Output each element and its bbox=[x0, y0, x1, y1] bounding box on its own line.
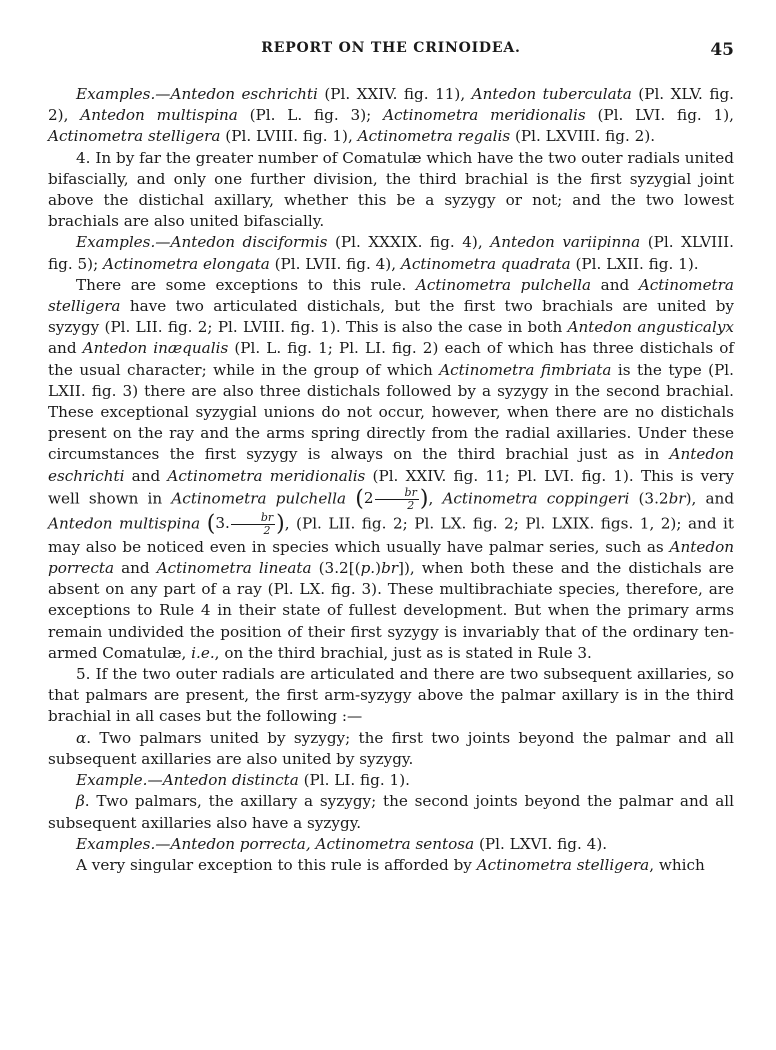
paragraph-example-alpha bbox=[48, 770, 734, 791]
text-run: (3.2[( bbox=[311, 559, 361, 578]
italic-text: Actinometra quadrata bbox=[400, 254, 571, 273]
italic-text: Actinometra fimbriata bbox=[439, 360, 612, 379]
text-run: (Pl. L. fig. 3); bbox=[237, 106, 384, 125]
text-run: , which bbox=[649, 855, 705, 874]
text-run: (Pl. LVII. fig. 4), bbox=[269, 254, 401, 273]
running-title: REPORT ON THE CRINOIDEA. bbox=[261, 40, 521, 56]
italic-text: Actinometra pulchella bbox=[415, 275, 592, 294]
paragraph-examples-beta bbox=[48, 834, 734, 855]
italic-text: Actinometra stelligera bbox=[476, 855, 650, 874]
text-run: 4. In by far the greater number of Comatulæ which have the two outer radials united bifascially, and only one further division, the third brachial is the first syzygial joint above the distichal axillary, whether this be a syzygy or not; and the two lowest brachials are also united bifascially. bbox=[48, 148, 734, 231]
italic-text: Antedon porrecta bbox=[48, 537, 734, 578]
italic-text: i.e. bbox=[191, 643, 215, 662]
text-run: . Two palmars, the axillary a syzygy; the second joints beyond the palmar and all subsequent axillaries also have a syzygy. bbox=[48, 792, 734, 832]
fraction-denominator: 2 bbox=[407, 498, 415, 512]
italic-text: Examples.—Antedon disciformis bbox=[76, 233, 328, 252]
italic-text: Antedon inæqualis bbox=[82, 339, 229, 358]
text-run: (Pl. LXII. fig. 1). bbox=[570, 254, 699, 273]
paragraph-rule-5 bbox=[48, 664, 734, 728]
text-run: (Pl. LXVIII. fig. 2). bbox=[510, 127, 656, 146]
italic-text: Antedon multispina bbox=[80, 106, 238, 125]
italic-text: Antedon multispina bbox=[48, 514, 201, 533]
text-run: and bbox=[48, 339, 83, 358]
italic-text: Actinometra meridionalis bbox=[383, 106, 586, 125]
italic-text: Examples.—Antedon eschrichti bbox=[76, 85, 318, 103]
fraction bbox=[231, 512, 275, 537]
italic-text: α bbox=[76, 728, 87, 747]
text-run: and bbox=[124, 466, 168, 485]
left-paren: ( bbox=[206, 511, 216, 537]
paragraph-exceptions bbox=[48, 275, 734, 664]
italic-text: p. bbox=[360, 559, 376, 578]
paragraph-case-alpha bbox=[48, 728, 734, 770]
text-run: . Two palmars united by syzygy; the first two joints beyond the palmar and all subsequent axillaries are also united by syzygy. bbox=[48, 728, 734, 768]
text-run: 5. If the two outer radials are articulated and there are two subsequent axillaries, so that palmars are present, the first arm-syzygy above the palmar axillary is in the third brachial in all cases but the following :— bbox=[48, 665, 734, 726]
text-run: ), and bbox=[685, 489, 735, 508]
text-run: , on the third brachial, just as is stated in Rule 3. bbox=[214, 643, 592, 662]
text-run: (Pl. L. fig. 1; Pl. LI. fig. 2) each of which has three distichals of the usual character; while in the group of which bbox=[48, 339, 734, 379]
text-run: is the type (Pl. LXII. fig. 3) there are also three distichals followed by a syzygy in the second brachial. These exceptional syzygial unions do not occur, however, when there are no distichals present on the ray and the arms spring directly from the radial axillaries. Under these circumstances the first syzygy is always on the third brachial just as in bbox=[48, 360, 734, 464]
text-run: (Pl. LXVI. fig. 4). bbox=[474, 834, 608, 853]
paragraph-examples-1 bbox=[48, 84, 734, 148]
fraction-numerator: br bbox=[375, 487, 419, 500]
italic-text: Examples.—Antedon porrecta, Actinometra sentosa bbox=[76, 834, 475, 853]
italic-text: Actinometra pulchella bbox=[171, 489, 347, 508]
text-run: ) bbox=[375, 559, 382, 578]
text-run: (Pl. LVIII. fig. 1), bbox=[220, 127, 358, 146]
italic-text: Actinometra stelligera bbox=[48, 275, 734, 316]
text-run: (Pl. LVI. fig. 1), bbox=[585, 106, 734, 125]
text-run: There are some exceptions to this rule. bbox=[76, 275, 416, 294]
text-run: ]), when both these and the distichals are absent on any part of a ray (Pl. LX. fig. 3). These multibrachiate species, therefore, are exceptions to Rule 4 in their state of fullest development. But when the primary arms remain undivided the position of their first syzygy is invariably that of the ordinary ten-armed Comatulæ, bbox=[48, 559, 734, 662]
text-run: (Pl. XLV. fig. 2), bbox=[48, 85, 735, 125]
text-run: A very singular exception to this rule is afforded by bbox=[76, 855, 477, 874]
text-run: (3.2 bbox=[629, 489, 669, 508]
text-run: (Pl. XXXIX. fig. 4), bbox=[327, 233, 491, 252]
fraction bbox=[375, 487, 419, 512]
right-paren: ) bbox=[276, 511, 285, 537]
page-header bbox=[48, 40, 734, 64]
paragraph-singular-exception bbox=[48, 855, 734, 876]
text-run: (Pl. XXIV. fig. 11), bbox=[317, 85, 472, 103]
italic-text: Antedon variipinna bbox=[490, 233, 641, 252]
italic-text: Actinometra regalis bbox=[357, 127, 511, 146]
italic-text: β bbox=[76, 792, 85, 811]
paragraph-examples-2 bbox=[48, 232, 734, 274]
body-text bbox=[48, 84, 734, 876]
italic-text: br bbox=[668, 489, 686, 508]
text-run: (Pl. XXIV. fig. 11; Pl. LVI. fig. 1). This is very well shown in bbox=[48, 466, 734, 508]
paragraph-rule-4 bbox=[48, 148, 734, 233]
italic-text: Antedon eschrichti bbox=[48, 445, 734, 485]
fraction-formula bbox=[206, 510, 285, 537]
italic-text: Actinometra elongata bbox=[103, 254, 270, 273]
italic-text: br bbox=[381, 559, 399, 578]
text-run: (Pl. XLVIII. fig. 5); bbox=[48, 233, 735, 273]
italic-text: Actinometra lineata bbox=[156, 559, 312, 578]
fraction-prefix: 3. bbox=[215, 514, 230, 533]
text-run: have two articulated distichals, but the first two brachials are united by syzygy (Pl. LII. fig. 2; Pl. LVIII. fig. 1). This is also the case in both bbox=[48, 297, 734, 337]
italic-text: Actinometra stelligera bbox=[48, 127, 221, 146]
text-run: (Pl. LI. fig. 1). bbox=[298, 771, 410, 790]
fraction-denominator: 2 bbox=[263, 523, 271, 537]
fraction-prefix: 2 bbox=[363, 489, 374, 508]
text-run: and bbox=[591, 275, 639, 294]
page-number: 45 bbox=[710, 40, 734, 60]
paragraph-case-beta bbox=[48, 791, 734, 833]
text-run: and bbox=[114, 559, 157, 578]
italic-text: Actinometra meridionalis bbox=[167, 466, 366, 485]
right-paren: ) bbox=[419, 486, 429, 512]
italic-text: Actinometra coppingeri bbox=[442, 489, 630, 508]
fraction-formula bbox=[355, 485, 429, 512]
italic-text: Example.—Antedon distincta bbox=[76, 771, 299, 790]
left-paren: ( bbox=[355, 486, 364, 512]
italic-text: Antedon angusticalyx bbox=[567, 318, 734, 337]
text-run: , bbox=[428, 489, 443, 508]
text-run: , (Pl. LII. fig. 2; Pl. LX. fig. 2; Pl. LXIX. figs. 1, 2); and it may also be noticed even in species which usually have palmar series, such as bbox=[48, 514, 734, 556]
italic-text: Antedon tuberculata bbox=[471, 85, 632, 103]
fraction-numerator: br bbox=[231, 512, 275, 525]
text-run bbox=[346, 489, 355, 507]
